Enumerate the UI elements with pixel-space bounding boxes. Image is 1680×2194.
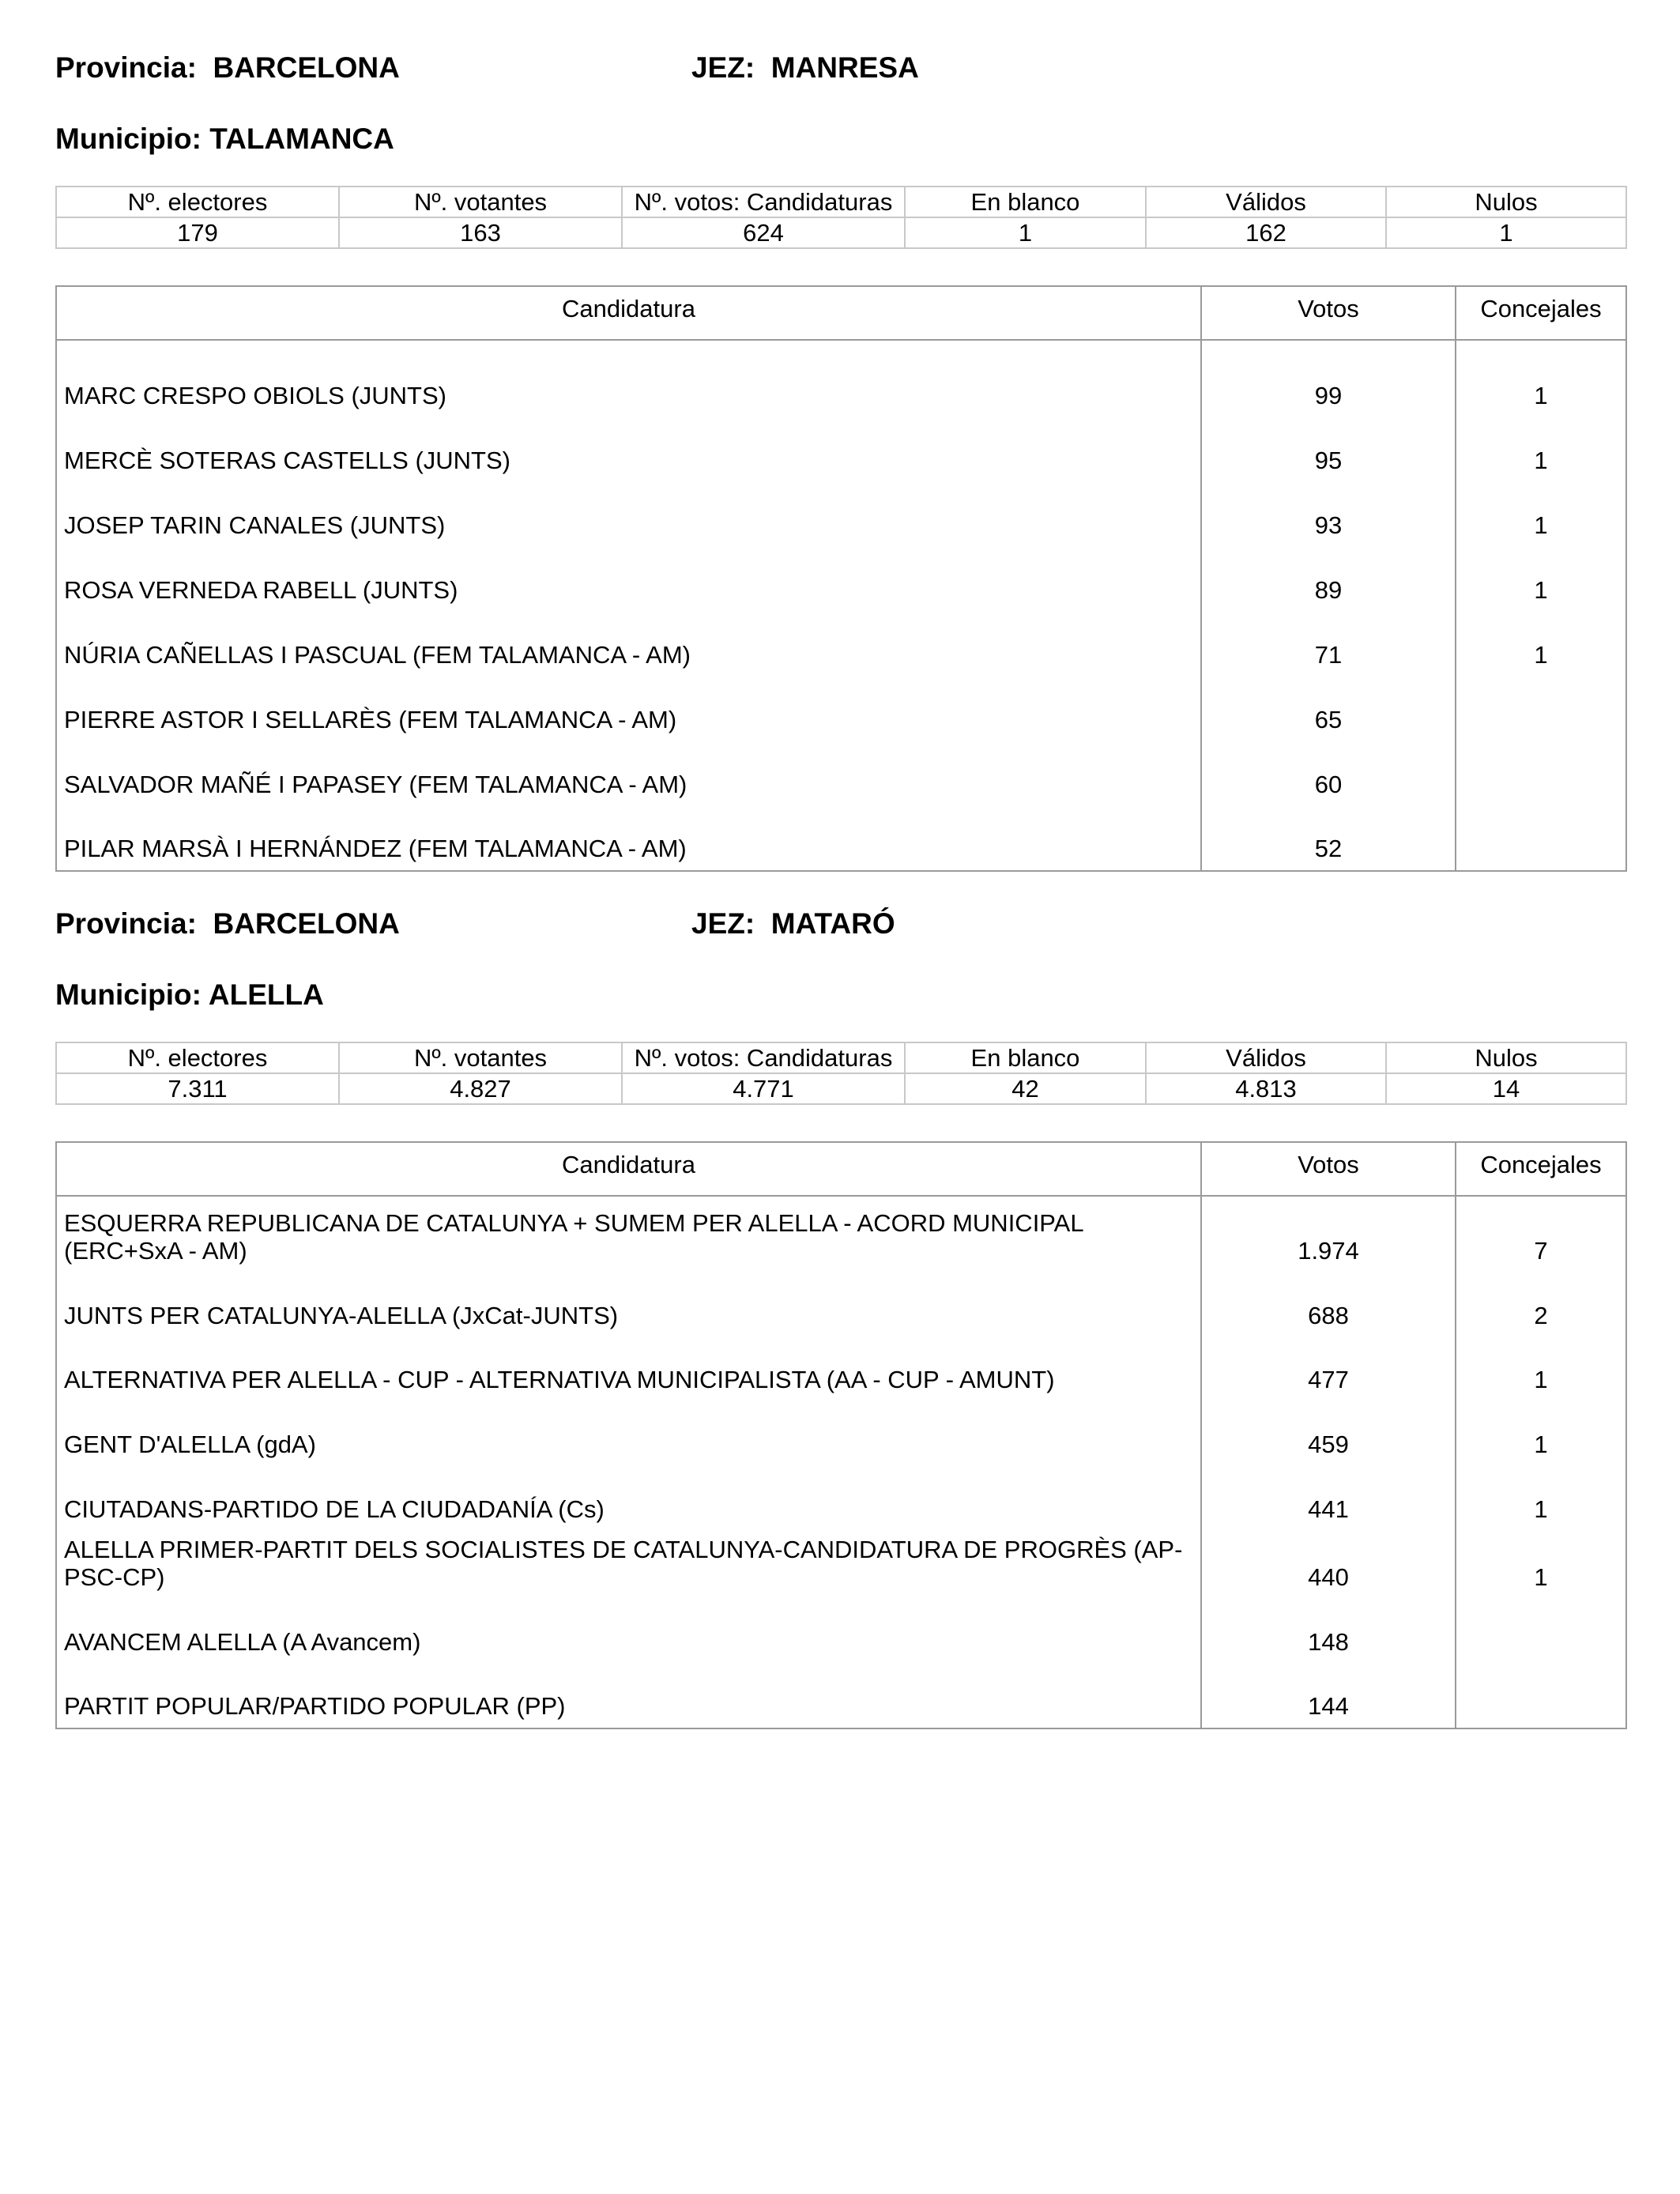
col-header-votos: Votos [1201,1142,1456,1196]
jez-header [691,907,895,941]
candidate-concejales: 1 [1456,1337,1626,1401]
summary-value-votantes: 4.827 [339,1073,622,1104]
candidate-votos: 99 [1201,340,1456,417]
candidate-votos: 459 [1201,1401,1456,1466]
table-row [56,741,1626,806]
table-row [56,1401,1626,1466]
candidate-name: ROSA VERNEDA RABELL (JUNTS) [56,547,1201,612]
candidate-name: SALVADOR MAÑÉ I PAPASEY (FEM TALAMANCA - AM) [56,741,1201,806]
jez-label: JEZ: [691,907,755,940]
candidate-concejales: 1 [1456,1531,1626,1599]
municipio-label: Municipio: [55,978,202,1011]
summary-value-row [56,1073,1626,1104]
table-row [56,806,1626,871]
summary-value-electores: 179 [56,217,339,248]
summary-header-validos: Válidos [1146,187,1386,217]
municipio-header [55,122,394,156]
table-row [56,417,1626,482]
candidate-name: PILAR MARSÀ I HERNÁNDEZ (FEM TALAMANCA - AM) [56,806,1201,871]
jez-value: MATARÓ [770,907,895,940]
candidates-table [55,285,1627,872]
summary-header-electores: Nº. electores [56,1042,339,1073]
candidate-concejales [1456,1664,1626,1728]
summary-table [55,186,1627,249]
candidate-votos: 95 [1201,417,1456,482]
candidates-table [55,1141,1627,1729]
table-row [56,1531,1626,1599]
candidate-concejales [1456,677,1626,741]
col-header-concejales: Concejales [1456,286,1626,340]
summary-value-nulos: 14 [1386,1073,1626,1104]
candidate-votos: 1.974 [1201,1196,1456,1272]
provincia-header [55,51,400,85]
table-row [56,677,1626,741]
candidate-votos: 89 [1201,547,1456,612]
candidate-votos: 477 [1201,1337,1456,1401]
summary-header-en-blanco: En blanco [905,187,1146,217]
candidate-concejales: 1 [1456,1466,1626,1531]
candidate-votos: 688 [1201,1272,1456,1337]
candidate-votos: 60 [1201,741,1456,806]
candidate-concejales: 1 [1456,340,1626,417]
summary-value-votos-candidaturas: 624 [622,217,905,248]
municipio-label: Municipio: [55,123,202,155]
summary-table [55,1042,1627,1105]
candidate-name: MERCÈ SOTERAS CASTELLS (JUNTS) [56,417,1201,482]
table-row [56,1196,1626,1272]
municipio-value: TALAMANCA [209,123,394,155]
col-header-candidatura: Candidatura [56,1142,1201,1196]
summary-value-en-blanco: 1 [905,217,1146,248]
candidates-header-row [56,1142,1626,1196]
provincia-value: BARCELONA [213,51,400,84]
table-row [56,1272,1626,1337]
candidate-concejales: 1 [1456,417,1626,482]
summary-value-electores: 7.311 [56,1073,339,1104]
summary-value-en-blanco: 42 [905,1073,1146,1104]
candidate-concejales: 1 [1456,1401,1626,1466]
candidate-votos: 65 [1201,677,1456,741]
candidate-name: ESQUERRA REPUBLICANA DE CATALUNYA + SUMEM PER ALELLA - ACORD MUNICIPAL (ERC+SxA - AM) [56,1196,1201,1272]
provincia-label: Provincia: [55,51,197,84]
summary-value-validos: 4.813 [1146,1073,1386,1104]
summary-header-en-blanco: En blanco [905,1042,1146,1073]
summary-header-nulos: Nulos [1386,1042,1626,1073]
candidate-concejales: 7 [1456,1196,1626,1272]
summary-value-votantes: 163 [339,217,622,248]
col-header-concejales: Concejales [1456,1142,1626,1196]
candidate-concejales: 2 [1456,1272,1626,1337]
jez-header [691,51,919,85]
candidate-votos: 148 [1201,1599,1456,1664]
summary-header-votantes: Nº. votantes [339,1042,622,1073]
table-row [56,1664,1626,1728]
candidate-concejales: 1 [1456,482,1626,547]
table-row [56,1337,1626,1401]
candidate-votos: 52 [1201,806,1456,871]
candidate-concejales: 1 [1456,612,1626,677]
jez-value: MANRESA [770,51,919,84]
jez-label: JEZ: [691,51,755,84]
candidate-name: MARC CRESPO OBIOLS (JUNTS) [56,340,1201,417]
summary-header-votos-candidaturas: Nº. votos: Candidaturas [622,187,905,217]
candidate-name: PIERRE ASTOR I SELLARÈS (FEM TALAMANCA - AM) [56,677,1201,741]
candidate-concejales [1456,741,1626,806]
candidate-votos: 144 [1201,1664,1456,1728]
summary-value-nulos: 1 [1386,217,1626,248]
candidate-name: JUNTS PER CATALUNYA-ALELLA (JxCat-JUNTS) [56,1272,1201,1337]
candidate-name: GENT D'ALELLA (gdA) [56,1401,1201,1466]
candidate-name: ALTERNATIVA PER ALELLA - CUP - ALTERNATIVA MUNICIPALISTA (AA - CUP - AMUNT) [56,1337,1201,1401]
candidate-name: JOSEP TARIN CANALES (JUNTS) [56,482,1201,547]
summary-header-validos: Válidos [1146,1042,1386,1073]
candidate-votos: 93 [1201,482,1456,547]
summary-header-votantes: Nº. votantes [339,187,622,217]
provincia-header [55,907,400,941]
summary-value-votos-candidaturas: 4.771 [622,1073,905,1104]
table-row [56,1599,1626,1664]
candidate-concejales [1456,1599,1626,1664]
candidate-name: AVANCEM ALELLA (A Avancem) [56,1599,1201,1664]
municipio-value: ALELLA [208,978,324,1011]
summary-header-row [56,1042,1626,1073]
provincia-label: Provincia: [55,907,197,940]
candidate-votos: 71 [1201,612,1456,677]
summary-header-votos-candidaturas: Nº. votos: Candidaturas [622,1042,905,1073]
candidate-name: PARTIT POPULAR/PARTIDO POPULAR (PP) [56,1664,1201,1728]
candidate-name: NÚRIA CAÑELLAS I PASCUAL (FEM TALAMANCA - AM) [56,612,1201,677]
candidate-votos: 441 [1201,1466,1456,1531]
summary-header-electores: Nº. electores [56,187,339,217]
col-header-candidatura: Candidatura [56,286,1201,340]
municipio-header [55,978,324,1012]
candidates-header-row [56,286,1626,340]
summary-header-row [56,187,1626,217]
provincia-value: BARCELONA [213,907,400,940]
candidate-name: ALELLA PRIMER-PARTIT DELS SOCIALISTES DE CATALUNYA-CANDIDATURA DE PROGRÈS (AP-PSC-CP) [56,1531,1201,1599]
candidate-concejales [1456,806,1626,871]
summary-value-row [56,217,1626,248]
candidate-concejales: 1 [1456,547,1626,612]
summary-header-nulos: Nulos [1386,187,1626,217]
col-header-votos: Votos [1201,286,1456,340]
candidate-name: CIUTADANS-PARTIDO DE LA CIUDADANÍA (Cs) [56,1466,1201,1531]
summary-value-validos: 162 [1146,217,1386,248]
table-row [56,340,1626,417]
table-row [56,482,1626,547]
table-row [56,1466,1626,1531]
table-row [56,547,1626,612]
candidate-votos: 440 [1201,1531,1456,1599]
table-row [56,612,1626,677]
